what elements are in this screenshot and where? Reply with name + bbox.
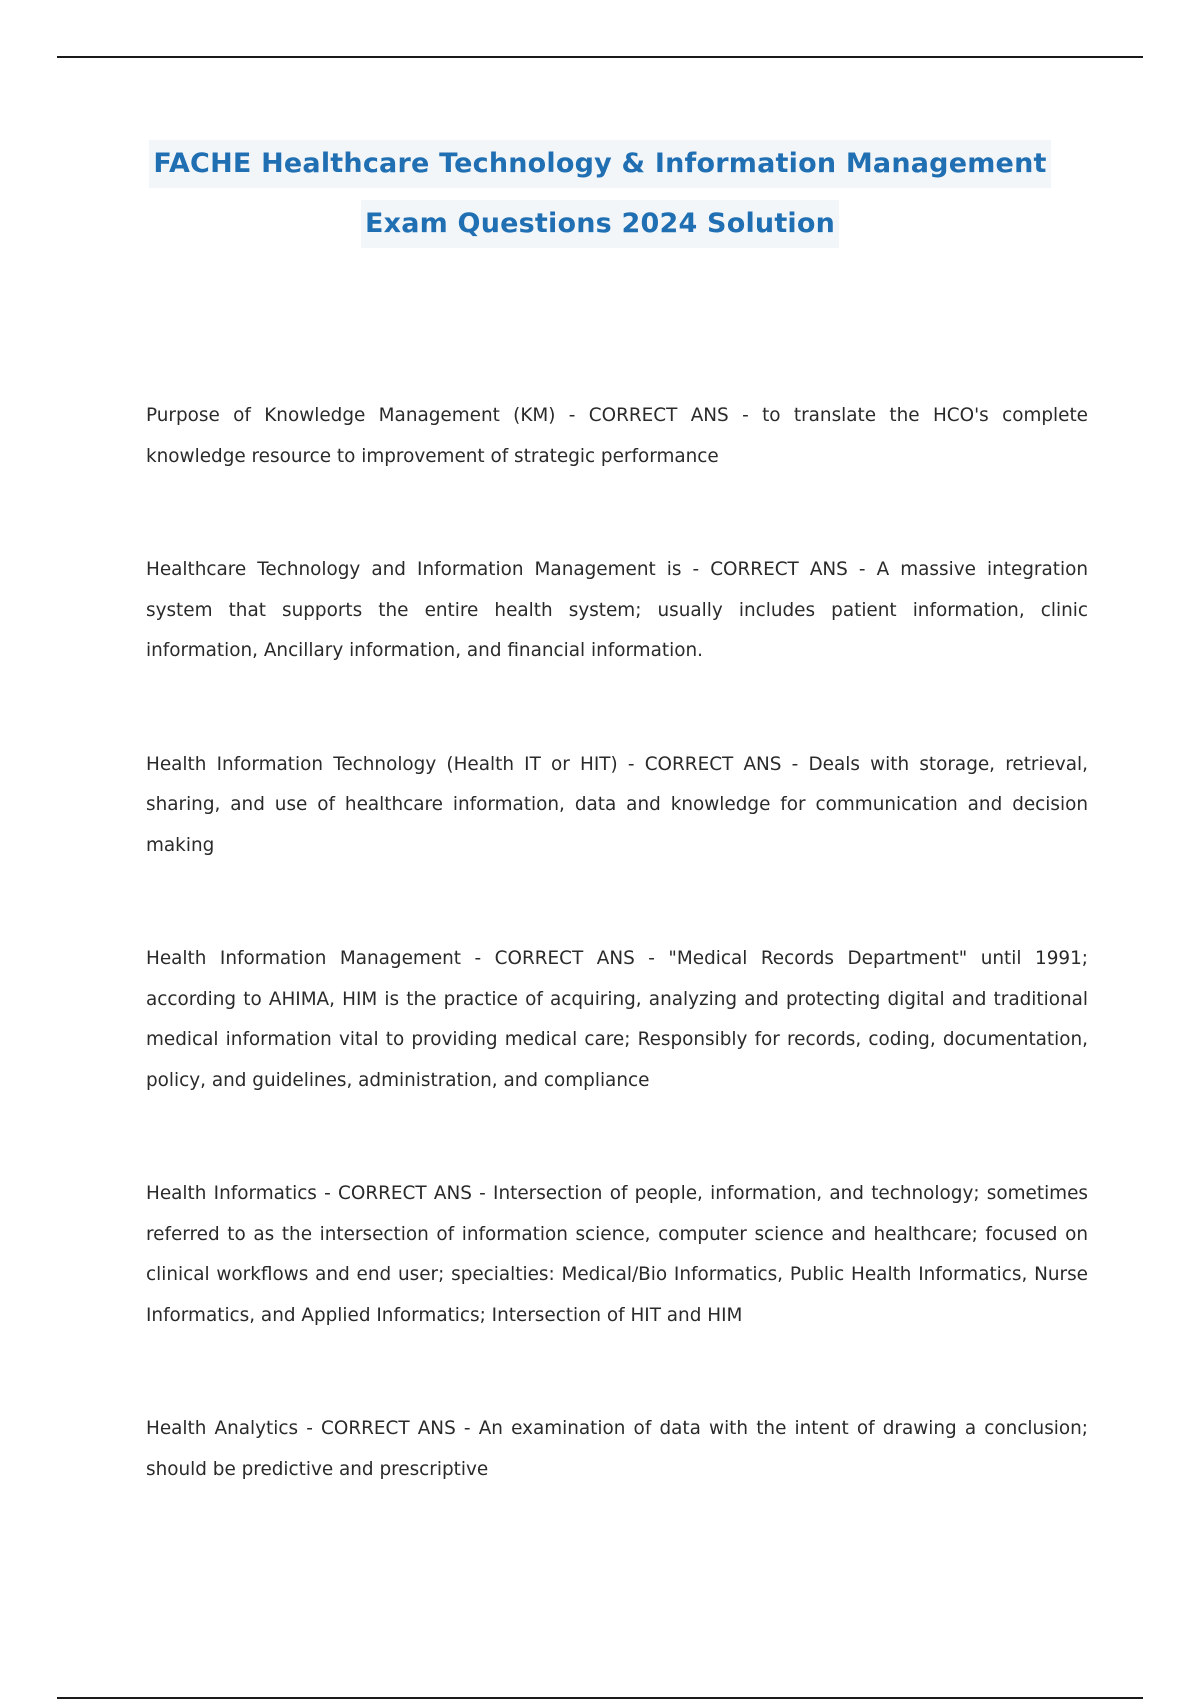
qa-list xyxy=(146,396,1088,1490)
qa-entry-him: Health Information Management - CORRECT ANS - "Medical Records Department" until 1991; according to AHIMA, HIM is the practice of acquiring, analyzing and protecting digital and traditional medical information vital to providing medical care; Responsibly for records, coding, documentation, policy, and guidelines, administration, and compliance xyxy=(146,948,1088,1091)
top-divider xyxy=(57,56,1143,58)
qa-entry-health-it: Health Information Technology (Health IT or HIT) - CORRECT ANS - Deals with storage, retrieval, sharing, and use of healthcare information, data and knowledge for communication and decision making xyxy=(146,753,1088,856)
qa-entry-knowledge-management: Purpose of Knowledge Management (KM) - CORRECT ANS - to translate the HCO's complete knowledge resource to improvement of strategic performance xyxy=(146,405,1088,467)
qa-entry-htim: Healthcare Technology and Information Management is - CORRECT ANS - A massive integration system that supports the entire health system; usually includes patient information, clinic information, Ancillary information, and financial information. xyxy=(146,559,1088,661)
qa-entry-health-analytics: Health Analytics - CORRECT ANS - An examination of data with the intent of drawing a conclusion; should be predictive and prescriptive xyxy=(146,1418,1088,1480)
document-title xyxy=(0,140,1200,260)
bottom-divider xyxy=(57,1697,1143,1699)
title-line-1: FACHE Healthcare Technology & Information Management xyxy=(149,140,1050,188)
title-line-2: Exam Questions 2024 Solution xyxy=(361,200,839,248)
qa-entry-health-informatics: Health Informatics - CORRECT ANS - Intersection of people, information, and technology; sometimes referred to as the intersection of information science, computer science and healthcare; focused on clinical workflows and end user; specialties: Medical/Bio Informatics, Public Health Informatics, Nurse Informatics, and Applied Informatics; Intersection of HIT and HIM xyxy=(146,1183,1088,1326)
